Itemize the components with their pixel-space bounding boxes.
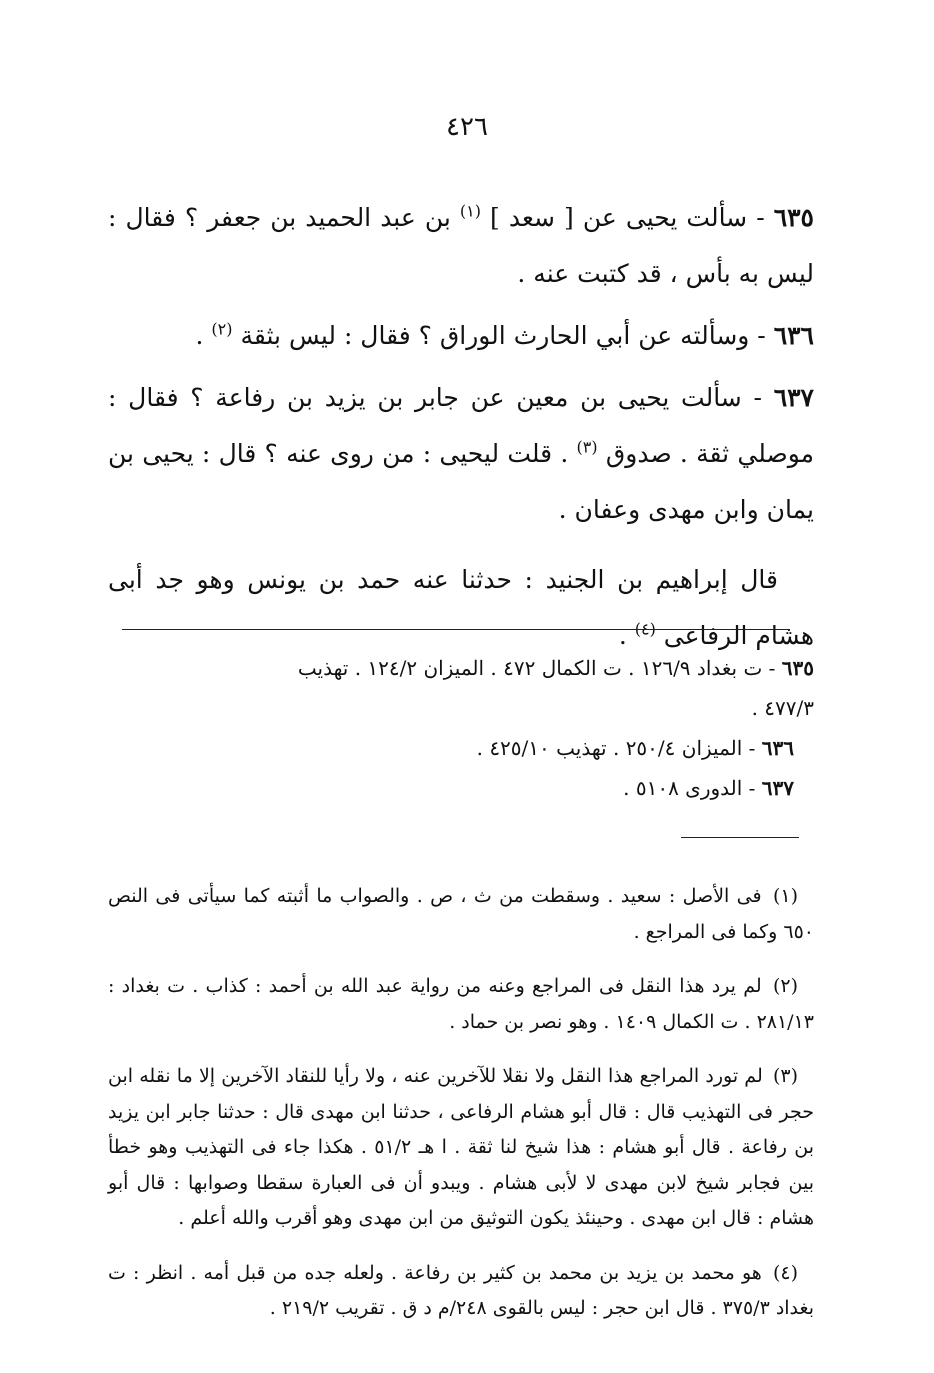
footnote-text: لم تورد المراجع هذا النقل ولا نقلا للآخرين عنه ، ولا رأيا للنقاد الآخرين إلا ما نقله ابن حجر فى التهذيب قال : قال أبو هشام الرفاعى ، حدثنا ابن مهدى قال : حدثنا جابر ابن يزيد بن رفاعة . قال أبو هشام : هذا شيخ لنا ثقة . ا هـ ٥١/٢ . هكذا جاء فى التهذيب وهو خطأ بين فجابر شيخ لابن مهدى لا لأبى هشام . ويبدو أن فى العبارة سقطا وصوابها : قال أبو هشام : قال ابن مهدى . وحينئذ يكون التوثيق من ابن مهدى وهو أقرب والله أعلم . <box>108 1065 815 1229</box>
reference-text: ٤٧٧/٣ . <box>751 696 814 720</box>
reference-line <box>108 648 814 688</box>
entry-635 <box>108 190 814 302</box>
footnote-marker: (٣) <box>576 437 598 457</box>
quote-text: قال إبراهيم بن الجنيد : حدثنا عنه حمد بن يونس وهو جد أبى هشام الرفاعى <box>108 565 814 650</box>
entry-number: ٦٣٥ <box>773 203 814 232</box>
footnote-text: فى الأصل : سعيد . وسقطت من ث ، ص . والصواب ما أثبته كما سيأتى فى النص ٦٥٠ وكما فى المراجع . <box>108 885 814 943</box>
footnote-mark: (٢) <box>772 975 798 997</box>
entry-text: - وسألته عن أبي الحارث الوراق ؟ فقال : ليس بثقة <box>232 321 774 350</box>
footnotes-section <box>108 860 814 1329</box>
reference-line <box>108 768 814 808</box>
footnote-marker: (١) <box>459 201 481 221</box>
footnote-text: لم يرد هذا النقل فى المراجع وعنه من رواية عبد الله بن أحمد : كذاب . ت بغداد : ٢٨١/١٣ . ت الكمال ١٤٠٩ . وهو نصر بن حماد . <box>108 975 814 1033</box>
footnote-mark: (٣) <box>772 1065 798 1087</box>
footnote-marker: (٢) <box>211 319 233 339</box>
entry-text: . <box>195 321 212 350</box>
footnote-rule <box>681 837 799 838</box>
footnote-text: هو محمد بن يزيد بن محمد بن كثير بن رفاعة . ولعله جده من قبل أمه . انظر : ت بغداد ٣٧٥/٣ . قال ابن حجر : ليس بالقوى ٢٤٨/م د ق . تقريب ٢١٩/٢ . <box>108 1261 814 1319</box>
reference-text: - الدورى ٥١٠٨ . <box>623 776 762 800</box>
reference-number: ٦٣٧ <box>761 776 794 800</box>
entry-text: - سألت يحيى بن معين عن جابر بن يزيد بن رفاعة ؟ فقال : موصلي ثقة . صدوق <box>108 383 815 468</box>
reference-number: ٦٣٥ <box>781 656 814 680</box>
footnote-1 <box>108 879 814 950</box>
footnote-mark: (١) <box>772 885 798 907</box>
main-text <box>108 190 814 670</box>
footnote-mark: (٤) <box>772 1261 798 1284</box>
reference-line <box>108 688 814 728</box>
entry-number: ٦٣٦ <box>773 321 814 350</box>
footnote-marker: (٤) <box>634 619 656 639</box>
quote-text: . <box>618 621 635 650</box>
entry-number: ٦٣٧ <box>773 383 814 412</box>
entry-text: . قلت ليحيى : من روى عنه ؟ قال : يحيى بن يمان وابن مهدى وعفان . <box>108 439 814 524</box>
reference-text: - ت بغداد ١٢٦/٩ . ت الكمال ٤٧٢ . الميزان ١٢٤/٢ . تهذيب <box>297 656 782 680</box>
entry-text: - سألت يحيى عن [ سعد ] <box>480 203 774 232</box>
page-number: ٤٢٦ <box>446 112 488 142</box>
reference-text: - الميزان ٢٥٠/٤ . تهذيب ٤٢٥/١٠ . <box>476 736 762 760</box>
separator-rule <box>122 629 790 630</box>
entry-text: بن عبد الحميد بن جعفر ؟ فقال : ليس به بأس ، قد كتبت عنه . <box>108 203 814 288</box>
entry-636 <box>108 308 814 364</box>
reference-number: ٦٣٦ <box>761 736 794 760</box>
footnote-2 <box>108 969 814 1040</box>
footnote-4 <box>108 1256 814 1327</box>
footnote-3 <box>108 1059 814 1237</box>
entry-637 <box>108 370 814 538</box>
reference-line <box>108 728 814 768</box>
references-section <box>108 648 814 808</box>
